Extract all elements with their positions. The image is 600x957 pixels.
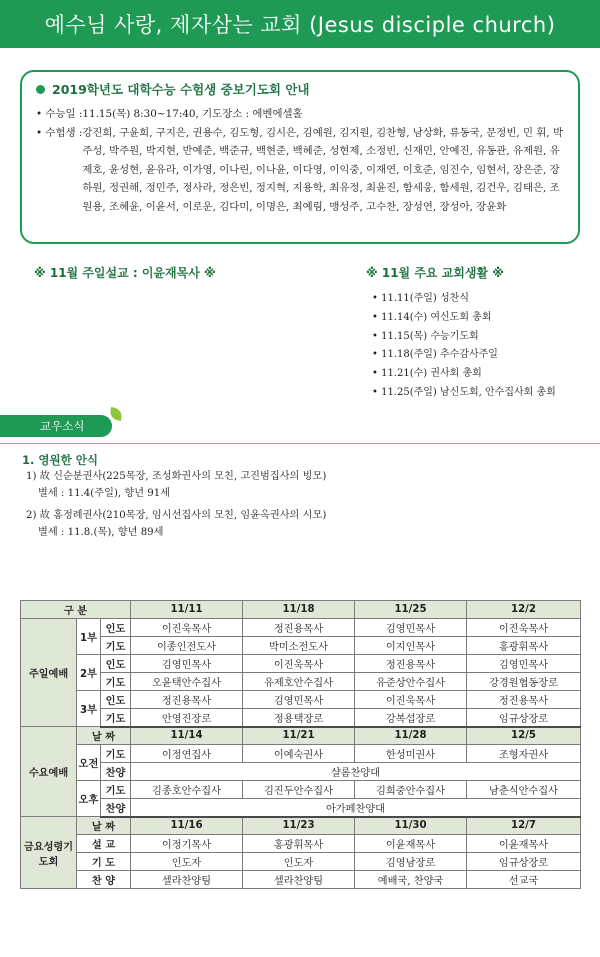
table-row: [21, 817, 581, 835]
table-row: [21, 637, 581, 655]
table-header-date: 11/25: [355, 601, 467, 619]
table-row: [21, 853, 581, 871]
table-row: [21, 763, 581, 781]
table-cell: 김영민목사: [131, 655, 243, 673]
table-cell: 김종호안수집사: [131, 781, 243, 799]
table-cell: 셀라찬양팀: [243, 871, 355, 889]
table-cell: 아가페찬양대: [131, 799, 581, 817]
service-part-label: 1부: [77, 619, 101, 655]
table-cell: 예배국, 찬양국: [355, 871, 467, 889]
date-label: 날 짜: [77, 817, 131, 835]
table-cell: 임규상장로: [467, 709, 581, 727]
role-label: 기도: [101, 637, 131, 655]
table-cell: 정용택장로: [243, 709, 355, 727]
table-row: [21, 727, 581, 745]
table-cell: 홍광휘목사: [467, 637, 581, 655]
table-header-label: 구 분: [21, 601, 131, 619]
table-cell: 이진욱목사: [355, 691, 467, 709]
section-divider: [0, 443, 600, 444]
prayer-meeting-title-text: 2019학년도 대학수능 수험생 중보기도회 안내: [52, 82, 310, 97]
leaf-icon: [109, 407, 123, 421]
table-cell: 정진용목사: [243, 619, 355, 637]
table-cell: 임규상장로: [467, 853, 581, 871]
table-row: [21, 799, 581, 817]
church-life-list: [372, 290, 556, 403]
table-cell: 김진두안수집사: [243, 781, 355, 799]
table-cell: 이윤재목사: [467, 835, 581, 853]
service-part-label: 2부: [77, 655, 101, 691]
table-cell: 김영남장로: [355, 853, 467, 871]
sermon-title: ※ 11월 주일설교 : 이윤재목사 ※: [34, 266, 216, 280]
table-cell: 김영민목사: [467, 655, 581, 673]
memorial-item-detail: 별세 : 11.4(주일), 향년 91세: [38, 488, 171, 499]
role-label: 인도: [101, 691, 131, 709]
table-cell: 강복섭장로: [355, 709, 467, 727]
role-label: 찬양: [101, 799, 131, 817]
table-cell: 한성미권사: [355, 745, 467, 763]
table-cell: 이예숙권사: [243, 745, 355, 763]
table-header-row: [21, 601, 581, 619]
students-list: 강진희, 구윤희, 구지은, 권용수, 김도형, 김시은, 김예원, 김지원, 김찬형, 남상화, 류동국, 문정빈, 민 휘, 박주성, 박주원, 박지현, 반예준, 백준규, 백현준, 백혜준, 성현제, 소정빈, 신재민, 안예진, 유동관, 유제원, 유제호, 윤성현, 윤유라, 이가영, 이나린, 이나윤, 이다영, 이익중, 이재연, 이호준, 임진수, 임현서, 장은준, 장하원, 정권해, 정민주, 정사라, 정은빈, 정지혁, 지용학, 최유정, 최윤진, 함세웅, 함세원, 김건우, 김태은, 조원용, 조혜윤, 이윤서, 이로운, 김다미, 이명은, 최예림, 맹성주, 고수찬, 장성연, 장성아, 장윤화: [82, 126, 563, 213]
news-section-tab: [0, 415, 112, 437]
table-cell: 이정연집사: [131, 745, 243, 763]
church-life-item: • 11.21(수) 권사회 총회: [372, 365, 556, 384]
table-cell: 정진용목사: [467, 691, 581, 709]
table-row: [21, 781, 581, 799]
table-date: 12/5: [467, 727, 581, 745]
table-cell: 이윤재목사: [355, 835, 467, 853]
table-cell: 이정기목사: [131, 835, 243, 853]
table-row: [21, 709, 581, 727]
table-cell: 오윤택안수집사: [131, 673, 243, 691]
table-cell: 인도자: [131, 853, 243, 871]
table-date: 11/23: [243, 817, 355, 835]
table-cell: 김희중안수집사: [355, 781, 467, 799]
table-cell: 조형자권사: [467, 745, 581, 763]
students-line: [36, 124, 564, 217]
table-header-date: 11/11: [131, 601, 243, 619]
prayer-meeting-title: [36, 80, 564, 98]
page-title: 예수님 사랑, 제자삼는 교회 (Jesus disciple church): [44, 13, 556, 37]
table-cell: 김영민목사: [243, 691, 355, 709]
table-cell: 선교국: [467, 871, 581, 889]
table-cell: 이종인전도사: [131, 637, 243, 655]
role-label: 기 도: [77, 853, 131, 871]
table-cell: 이지인목사: [355, 637, 467, 655]
role-label: 기도: [101, 745, 131, 763]
news-section-label: 교우소식: [40, 419, 85, 433]
service-part-label: 3부: [77, 691, 101, 727]
memorial-item-name: 2) 故 홍정례권사(210목장, 임시선집사의 모친, 임윤옥권사의 시모): [26, 510, 327, 521]
table-cell: 인도자: [243, 853, 355, 871]
worship-schedule-table: [20, 600, 581, 889]
role-label: 설 교: [77, 835, 131, 853]
memorial-title: 1. 영원한 안식: [22, 453, 98, 467]
exam-date-value: 11.15(목) 8:30~17:40, 기도장소 : 에벤에셀홀: [82, 108, 303, 120]
table-cell: 김영민목사: [355, 619, 467, 637]
table-row: [21, 871, 581, 889]
table-header-date: 12/2: [467, 601, 581, 619]
church-life-item: • 11.15(목) 수능기도회: [372, 328, 556, 347]
date-label: 날 짜: [77, 727, 131, 745]
sunday-service-label: 주일예배: [21, 619, 77, 727]
table-cell: 이진욱목사: [467, 619, 581, 637]
table-cell: 안영진장로: [131, 709, 243, 727]
table-row: [21, 655, 581, 673]
table-row: [21, 619, 581, 637]
table-date: 11/28: [355, 727, 467, 745]
students-label: • 수험생 :: [36, 126, 83, 139]
table-cell: 정진용목사: [131, 691, 243, 709]
church-life-item: • 11.14(수) 여신도회 총회: [372, 309, 556, 328]
memorial-item: [26, 507, 326, 541]
table-cell: 홍광휘목사: [243, 835, 355, 853]
role-label: 기도: [101, 781, 131, 799]
memorial-item: [26, 468, 326, 502]
table-cell: 셀라찬양팀: [131, 871, 243, 889]
table-cell: 유제호안수집사: [243, 673, 355, 691]
church-life-item: • 11.11(주일) 성찬식: [372, 290, 556, 309]
table-cell: 유준상안수집사: [355, 673, 467, 691]
table-cell: 박미소전도사: [243, 637, 355, 655]
table-row: [21, 691, 581, 709]
page-header: [0, 0, 600, 48]
role-label: 인도: [101, 619, 131, 637]
table-cell: 샬롬찬양대: [131, 763, 581, 781]
memorial-item-detail: 별세 : 11.8.(목), 향년 89세: [38, 527, 164, 538]
friday-service-label: 금요성령기도회: [21, 817, 77, 889]
table-row: [21, 835, 581, 853]
table-cell: 이진욱목사: [131, 619, 243, 637]
prayer-meeting-box: [20, 70, 580, 244]
church-life-item: • 11.18(주일) 추수감사주일: [372, 346, 556, 365]
table-date: 11/16: [131, 817, 243, 835]
table-date: 11/14: [131, 727, 243, 745]
table-date: 11/30: [355, 817, 467, 835]
memorial-item-name: 1) 故 신순분권사(225목장, 조성화권사의 모친, 고진범집사의 빙모): [26, 471, 327, 482]
role-label: 인도: [101, 655, 131, 673]
table-header-date: 11/18: [243, 601, 355, 619]
morning-label: 오전: [77, 745, 101, 781]
afternoon-label: 오후: [77, 781, 101, 817]
church-life-title: ※ 11월 주요 교회생활 ※: [366, 266, 504, 280]
role-label: 기도: [101, 673, 131, 691]
exam-date-line: [36, 105, 564, 124]
exam-date-label: • 수능일 :: [36, 108, 83, 120]
table-cell: 남춘식안수집사: [467, 781, 581, 799]
church-life-item: • 11.25(주일) 남신도회, 안수집사회 총회: [372, 384, 556, 403]
bullet-dot-icon: [36, 85, 45, 94]
table-row: [21, 745, 581, 763]
table-row: [21, 673, 581, 691]
table-cell: 정진용목사: [355, 655, 467, 673]
table-cell: 강경원협동장로: [467, 673, 581, 691]
table-date: 12/7: [467, 817, 581, 835]
table-cell: 이진욱목사: [243, 655, 355, 673]
role-label: 기도: [101, 709, 131, 727]
role-label: 찬양: [101, 763, 131, 781]
role-label: 찬 양: [77, 871, 131, 889]
table-date: 11/21: [243, 727, 355, 745]
wednesday-service-label: 수요예배: [21, 727, 77, 817]
